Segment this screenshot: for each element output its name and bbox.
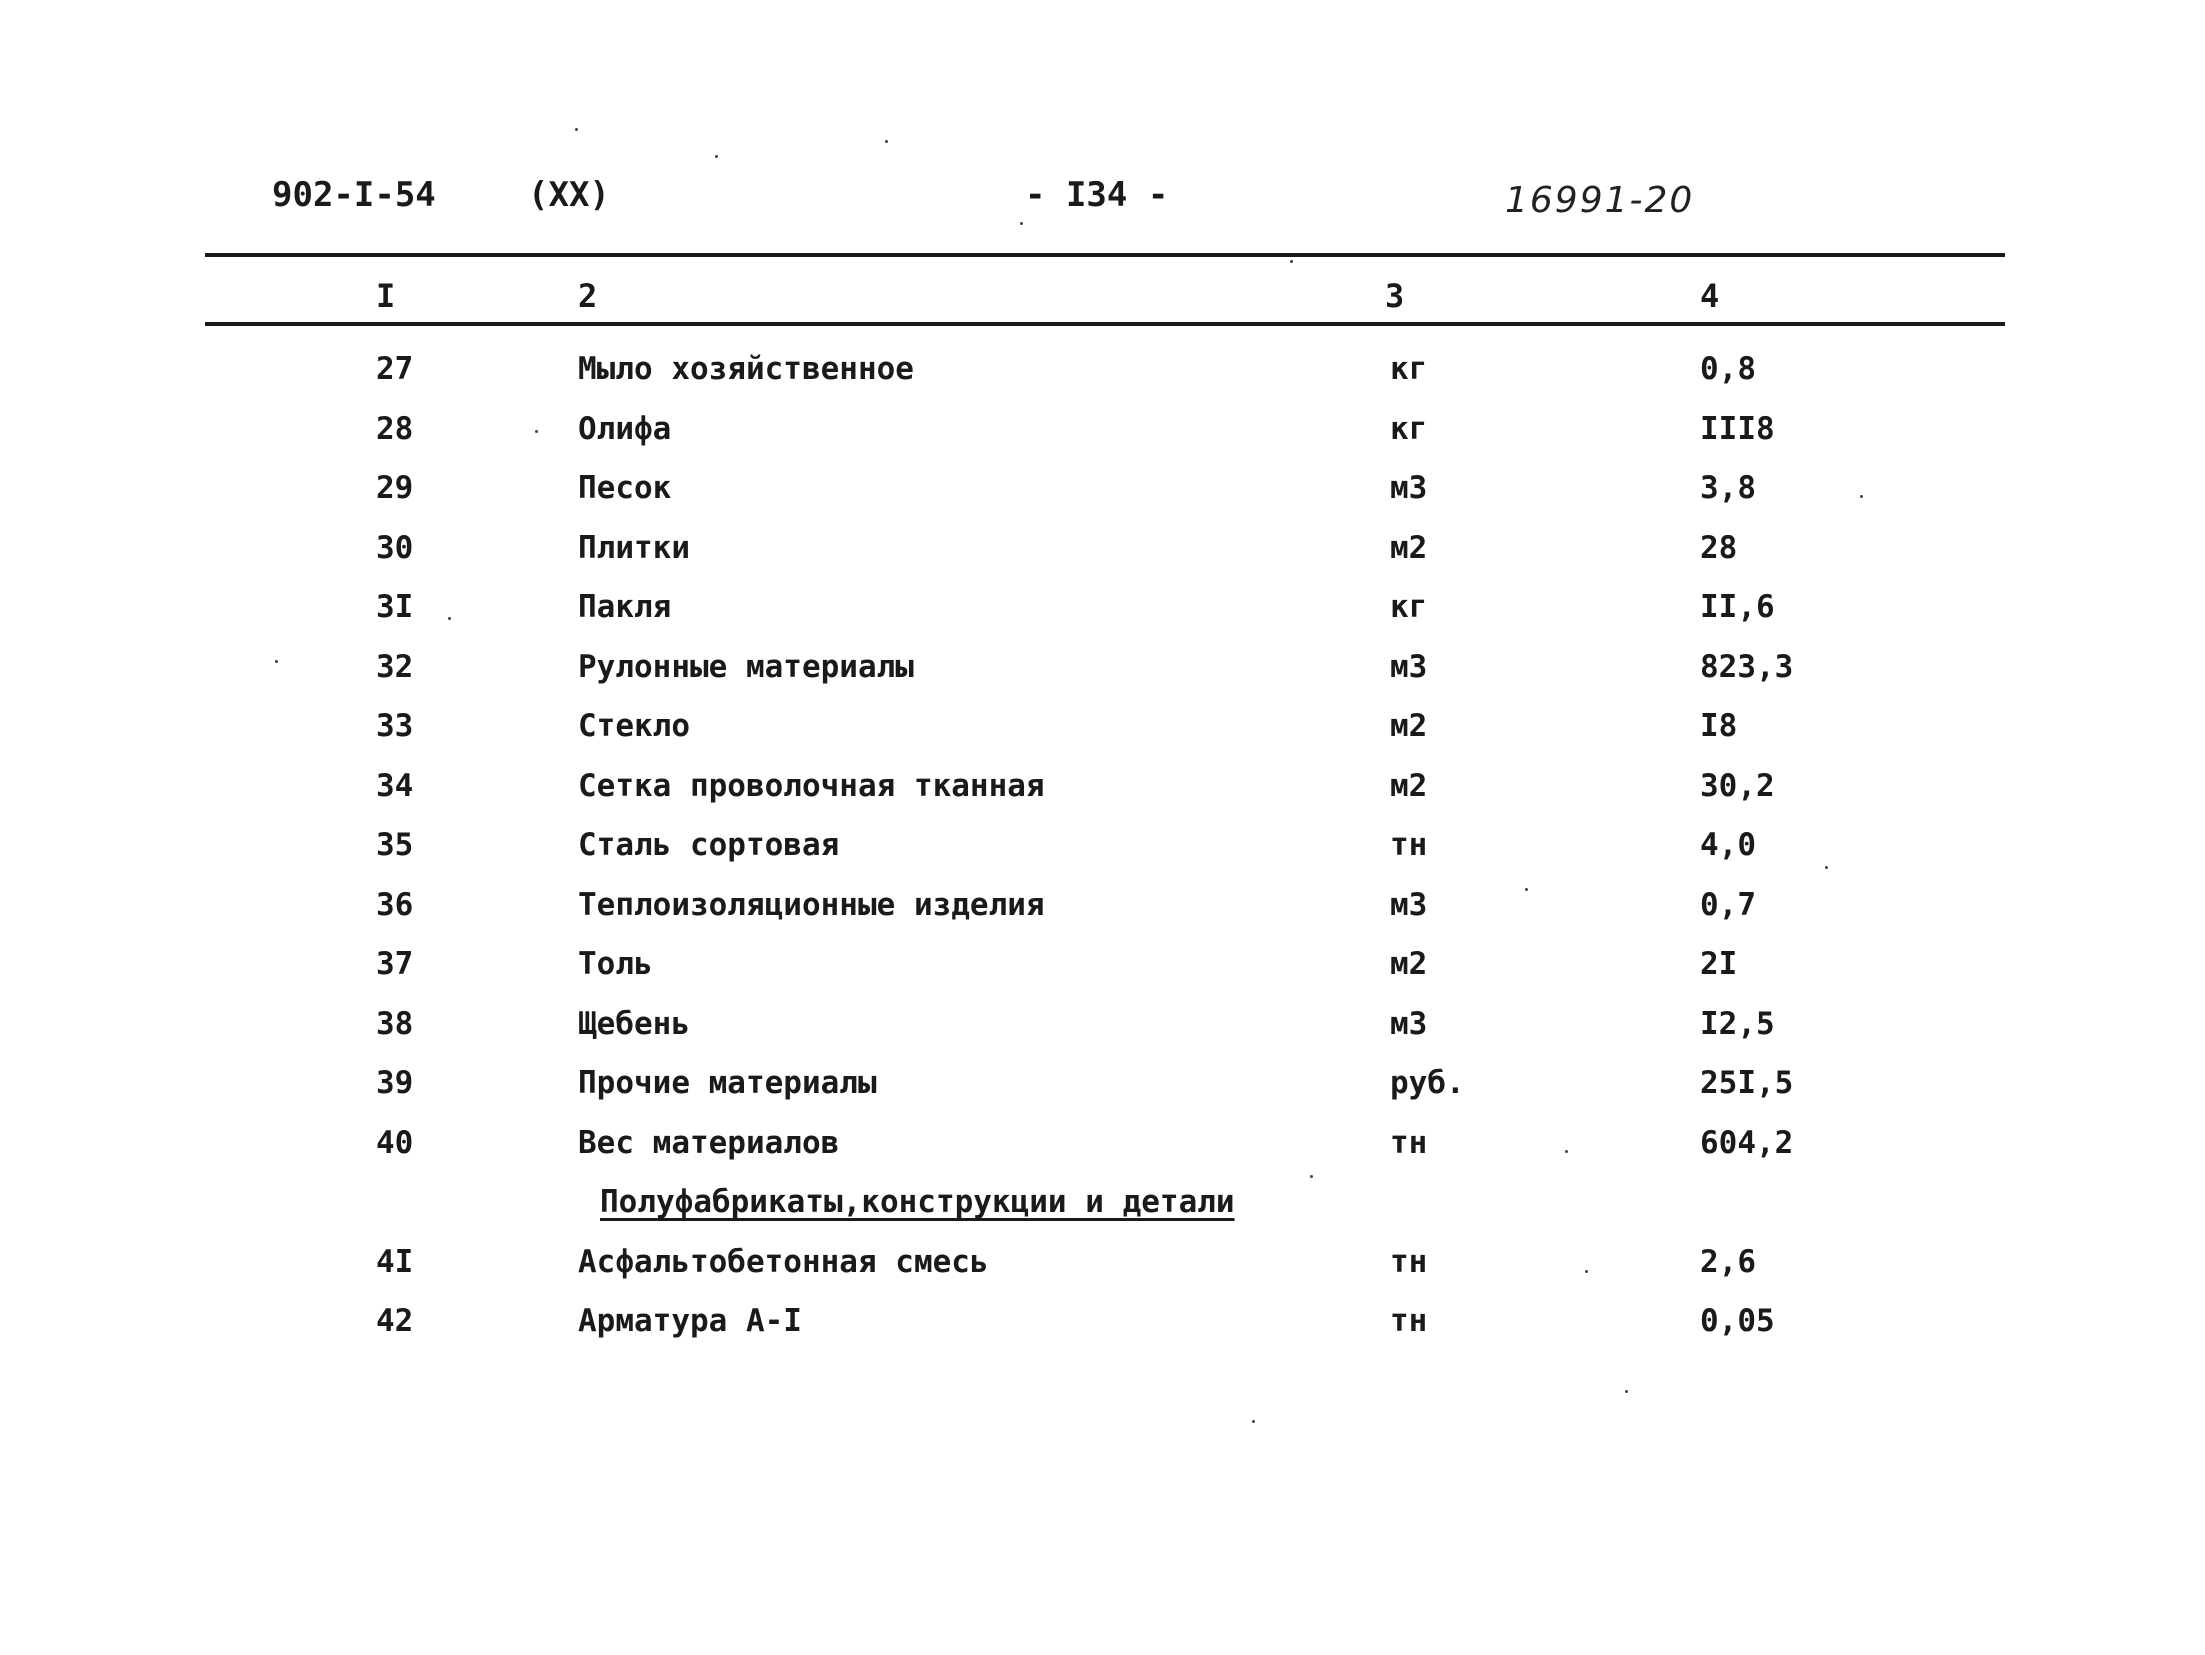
row-value: 2I [1700,946,1738,982]
table-row [0,1064,2205,1124]
section-heading [0,1183,2205,1243]
table-row [0,648,2205,708]
scan-speck [885,140,888,143]
row-value: II,6 [1700,589,1775,625]
scan-speck [275,660,278,663]
row-material: Арматура А-I [578,1303,802,1339]
row-value: 0,8 [1700,351,1756,387]
scan-speck [1290,260,1293,263]
table-row [0,350,2205,410]
row-unit: тн [1390,827,1428,863]
row-unit: м3 [1390,1005,1428,1042]
scan-speck [1860,495,1863,498]
table-top-rule [205,253,2005,257]
row-material: Вес материалов [578,1124,840,1161]
scan-speck [1310,1175,1313,1178]
row-unit: кг [1390,351,1428,387]
row-unit: м2 [1390,529,1428,566]
row-value: 823,3 [1700,648,1794,685]
row-number: 4I [376,1243,414,1280]
scan-speck [1625,1390,1628,1393]
row-material: Сталь сортовая [578,827,840,863]
scan-speck [715,155,718,158]
scan-speck [1252,1420,1255,1423]
column-header-3: 3 [1385,277,1405,315]
scan-speck [1825,866,1828,869]
row-number: 36 [376,886,414,923]
row-value: 28 [1700,529,1738,566]
row-material: Плитки [578,529,690,566]
scan-speck [535,430,538,433]
row-number: 34 [376,767,414,804]
row-value: 25I,5 [1700,1065,1794,1101]
scan-speck [448,617,451,620]
column-header-4: 4 [1700,277,1720,315]
row-value: 30,2 [1700,767,1775,804]
row-value: III8 [1700,410,1775,447]
table-row [0,529,2205,589]
row-material: Щебень [578,1005,690,1042]
document-code: 902-I-54 [272,175,436,215]
row-number: 42 [376,1303,414,1339]
table-row [0,1243,2205,1303]
table-header-rule [205,322,2005,326]
row-unit: тн [1390,1243,1428,1280]
row-material: Мыло хозяйственное [578,351,914,387]
row-material: Олифа [578,410,672,447]
row-material: Толь [578,946,653,982]
row-unit: м2 [1390,708,1428,744]
row-number: 35 [376,827,414,863]
row-number: 39 [376,1065,414,1101]
table-row [0,886,2205,946]
table-row [0,707,2205,767]
row-material: Асфальтобетонная смесь [578,1243,989,1280]
row-material: Прочие материалы [578,1065,877,1101]
table-row [0,469,2205,529]
row-number: 27 [376,351,414,387]
row-value: 4,0 [1700,827,1756,863]
row-number: 33 [376,708,414,744]
scan-speck [1020,222,1023,225]
row-unit: м2 [1390,767,1428,804]
row-unit: м2 [1390,946,1428,982]
scan-speck [1525,888,1528,891]
row-value: 3,8 [1700,470,1756,506]
row-number: 29 [376,470,414,506]
column-header-2: 2 [578,277,598,315]
table-row [0,410,2205,470]
page-number: - I34 - [1025,175,1169,215]
scan-speck [1565,1150,1568,1153]
row-material: Стекло [578,708,690,744]
row-material: Рулонные материалы [578,648,914,685]
row-material: Пакля [578,589,672,625]
table-body [0,350,2205,1362]
row-value: 2,6 [1700,1243,1756,1280]
row-number: 3I [376,589,414,625]
table-row [0,1302,2205,1362]
row-unit: тн [1390,1303,1428,1339]
table-row [0,1124,2205,1184]
table-row [0,945,2205,1005]
scan-speck [1585,1270,1588,1273]
handwritten-number: 16991-20 [1505,180,1695,221]
row-material: Теплоизоляционные изделия [578,886,1045,923]
row-unit: руб. [1390,1065,1465,1101]
section-title: Полуфабрикаты,конструкции и детали [600,1184,1235,1220]
column-header-1: I [376,277,396,315]
row-unit: м3 [1390,886,1428,923]
row-number: 32 [376,648,414,685]
row-number: 40 [376,1124,414,1161]
table-row [0,588,2205,648]
row-value: 0,05 [1700,1303,1775,1339]
table-row [0,826,2205,886]
row-unit: тн [1390,1124,1428,1161]
sheet-label: (XX) [528,175,610,215]
table-row [0,1005,2205,1065]
row-value: 604,2 [1700,1124,1794,1161]
scan-speck [575,128,578,131]
row-number: 38 [376,1005,414,1042]
row-unit: м3 [1390,470,1428,506]
row-material: Сетка проволочная тканная [578,767,1045,804]
row-value: 0,7 [1700,886,1756,923]
row-value: I8 [1700,708,1738,744]
row-unit: кг [1390,589,1428,625]
table-row [0,767,2205,827]
row-number: 28 [376,410,414,447]
row-number: 37 [376,946,414,982]
row-number: 30 [376,529,414,566]
row-value: I2,5 [1700,1005,1775,1042]
row-unit: м3 [1390,648,1428,685]
row-material: Песок [578,470,672,506]
row-unit: кг [1390,410,1428,447]
